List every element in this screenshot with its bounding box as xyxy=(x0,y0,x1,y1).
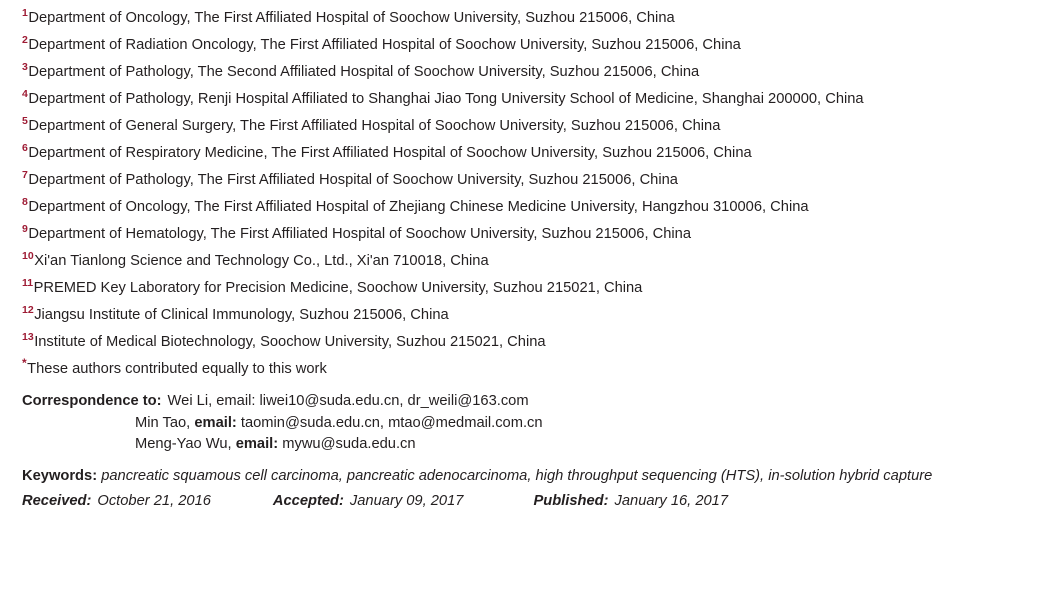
affiliation-text: Department of Hematology, The First Affiliated Hospital of Soochow University, Suzhou 215006, China xyxy=(28,225,691,242)
correspondence-name: Min Tao, xyxy=(135,414,191,431)
affiliation-item xyxy=(22,8,1037,29)
affiliation-text: Jiangsu Institute of Clinical Immunology, Suzhou 215006, China xyxy=(34,306,449,323)
affiliation-marker: 13 xyxy=(22,330,34,343)
date-received xyxy=(22,493,211,509)
affiliation-marker: 7 xyxy=(22,168,28,181)
equal-contribution-marker: * xyxy=(22,355,27,370)
affiliation-item xyxy=(22,116,1037,137)
correspondence-name: Wei Li, xyxy=(167,393,213,410)
date-received-label: Received: xyxy=(22,493,92,510)
affiliation-marker: 4 xyxy=(22,88,28,101)
keywords-label: Keywords: xyxy=(22,468,98,485)
affiliation-item xyxy=(22,197,1037,218)
correspondence-label: Correspondence to: xyxy=(22,393,162,410)
affiliation-marker: 8 xyxy=(22,195,28,208)
date-accepted-value: January 09, 2017 xyxy=(349,493,464,510)
affiliation-marker: 1 xyxy=(22,7,28,20)
affiliation-item xyxy=(22,251,1037,272)
keywords-block xyxy=(22,465,1037,487)
affiliation-item xyxy=(22,143,1037,164)
correspondence-emails[interactable]: taomin@suda.edu.cn, mtao@medmail.com.cn xyxy=(240,414,543,431)
correspondence-entry xyxy=(135,434,1037,455)
affiliation-item xyxy=(22,224,1037,245)
affiliation-text: Department of Pathology, The First Affiliated Hospital of Soochow University, Suzhou 215006, China xyxy=(28,171,678,188)
affiliation-list xyxy=(22,8,1037,379)
correspondence-emails[interactable]: mywu@suda.edu.cn xyxy=(282,436,416,453)
affiliation-item xyxy=(22,305,1037,326)
affiliation-marker: 10 xyxy=(22,249,34,262)
correspondence-entry xyxy=(135,413,1037,434)
affiliation-text: Department of Radiation Oncology, The First Affiliated Hospital of Soochow University, Suzhou 215006, China xyxy=(28,36,741,53)
affiliation-item xyxy=(22,62,1037,83)
date-accepted-label: Accepted: xyxy=(272,493,344,510)
affiliation-item xyxy=(22,170,1037,191)
affiliation-text: Department of Respiratory Medicine, The First Affiliated Hospital of Soochow University, Suzhou 215006, China xyxy=(28,144,752,161)
equal-contribution-text: These authors contributed equally to this work xyxy=(27,360,327,377)
date-published-value: January 16, 2017 xyxy=(614,493,729,510)
affiliation-text: Department of Pathology, The Second Affiliated Hospital of Soochow University, Suzhou 215006, China xyxy=(28,63,700,80)
affiliation-marker: 2 xyxy=(22,34,28,47)
date-published xyxy=(533,493,728,509)
date-published-label: Published: xyxy=(533,493,609,510)
correspondence-email-label: email: xyxy=(216,393,256,410)
date-received-value: October 21, 2016 xyxy=(97,493,211,510)
affiliation-text: Department of Pathology, Renji Hospital Affiliated to Shanghai Jiao Tong University School of Medicine, Shanghai 200000, China xyxy=(28,90,864,107)
correspondence-first-row xyxy=(22,391,1037,412)
keywords-text: pancreatic squamous cell carcinoma, pancreatic adenocarcinoma, high throughput sequencing (HTS), in-solution hybrid capture xyxy=(101,468,933,485)
affiliation-marker: 11 xyxy=(22,276,34,289)
affiliation-text: Department of Oncology, The First Affiliated Hospital of Zhejiang Chinese Medicine University, Hangzhou 310006, China xyxy=(28,198,809,215)
affiliation-marker: 12 xyxy=(22,303,34,316)
affiliation-marker: 9 xyxy=(22,222,28,235)
affiliation-text: Institute of Medical Biotechnology, Soochow University, Suzhou 215021, China xyxy=(34,333,546,350)
affiliation-item xyxy=(22,35,1037,56)
date-accepted xyxy=(273,493,464,509)
correspondence-email-label: email: xyxy=(194,414,237,431)
equal-contribution-note xyxy=(22,355,1037,380)
correspondence-block xyxy=(22,391,1037,455)
correspondence-emails[interactable]: liwei10@suda.edu.cn, dr_weili@163.com xyxy=(259,393,529,410)
correspondence-email-label: email: xyxy=(235,436,279,453)
affiliation-marker: 6 xyxy=(22,141,28,154)
affiliation-item xyxy=(22,89,1037,110)
correspondence-entry xyxy=(168,391,529,412)
affiliation-text: PREMED Key Laboratory for Precision Medicine, Soochow University, Suzhou 215021, China xyxy=(33,279,643,296)
publication-dates xyxy=(22,493,1037,509)
affiliation-text: Department of Oncology, The First Affiliated Hospital of Soochow University, Suzhou 215006, China xyxy=(28,10,675,26)
correspondence-name: Meng-Yao Wu, xyxy=(135,436,232,453)
affiliation-marker: 5 xyxy=(22,114,28,127)
affiliation-item xyxy=(22,278,1037,299)
affiliation-item xyxy=(22,332,1037,353)
affiliation-text: Xi'an Tianlong Science and Technology Co., Ltd., Xi'an 710018, China xyxy=(34,252,489,269)
affiliation-text: Department of General Surgery, The First Affiliated Hospital of Soochow University, Suzhou 215006, China xyxy=(28,117,721,134)
affiliation-marker: 3 xyxy=(22,61,28,74)
